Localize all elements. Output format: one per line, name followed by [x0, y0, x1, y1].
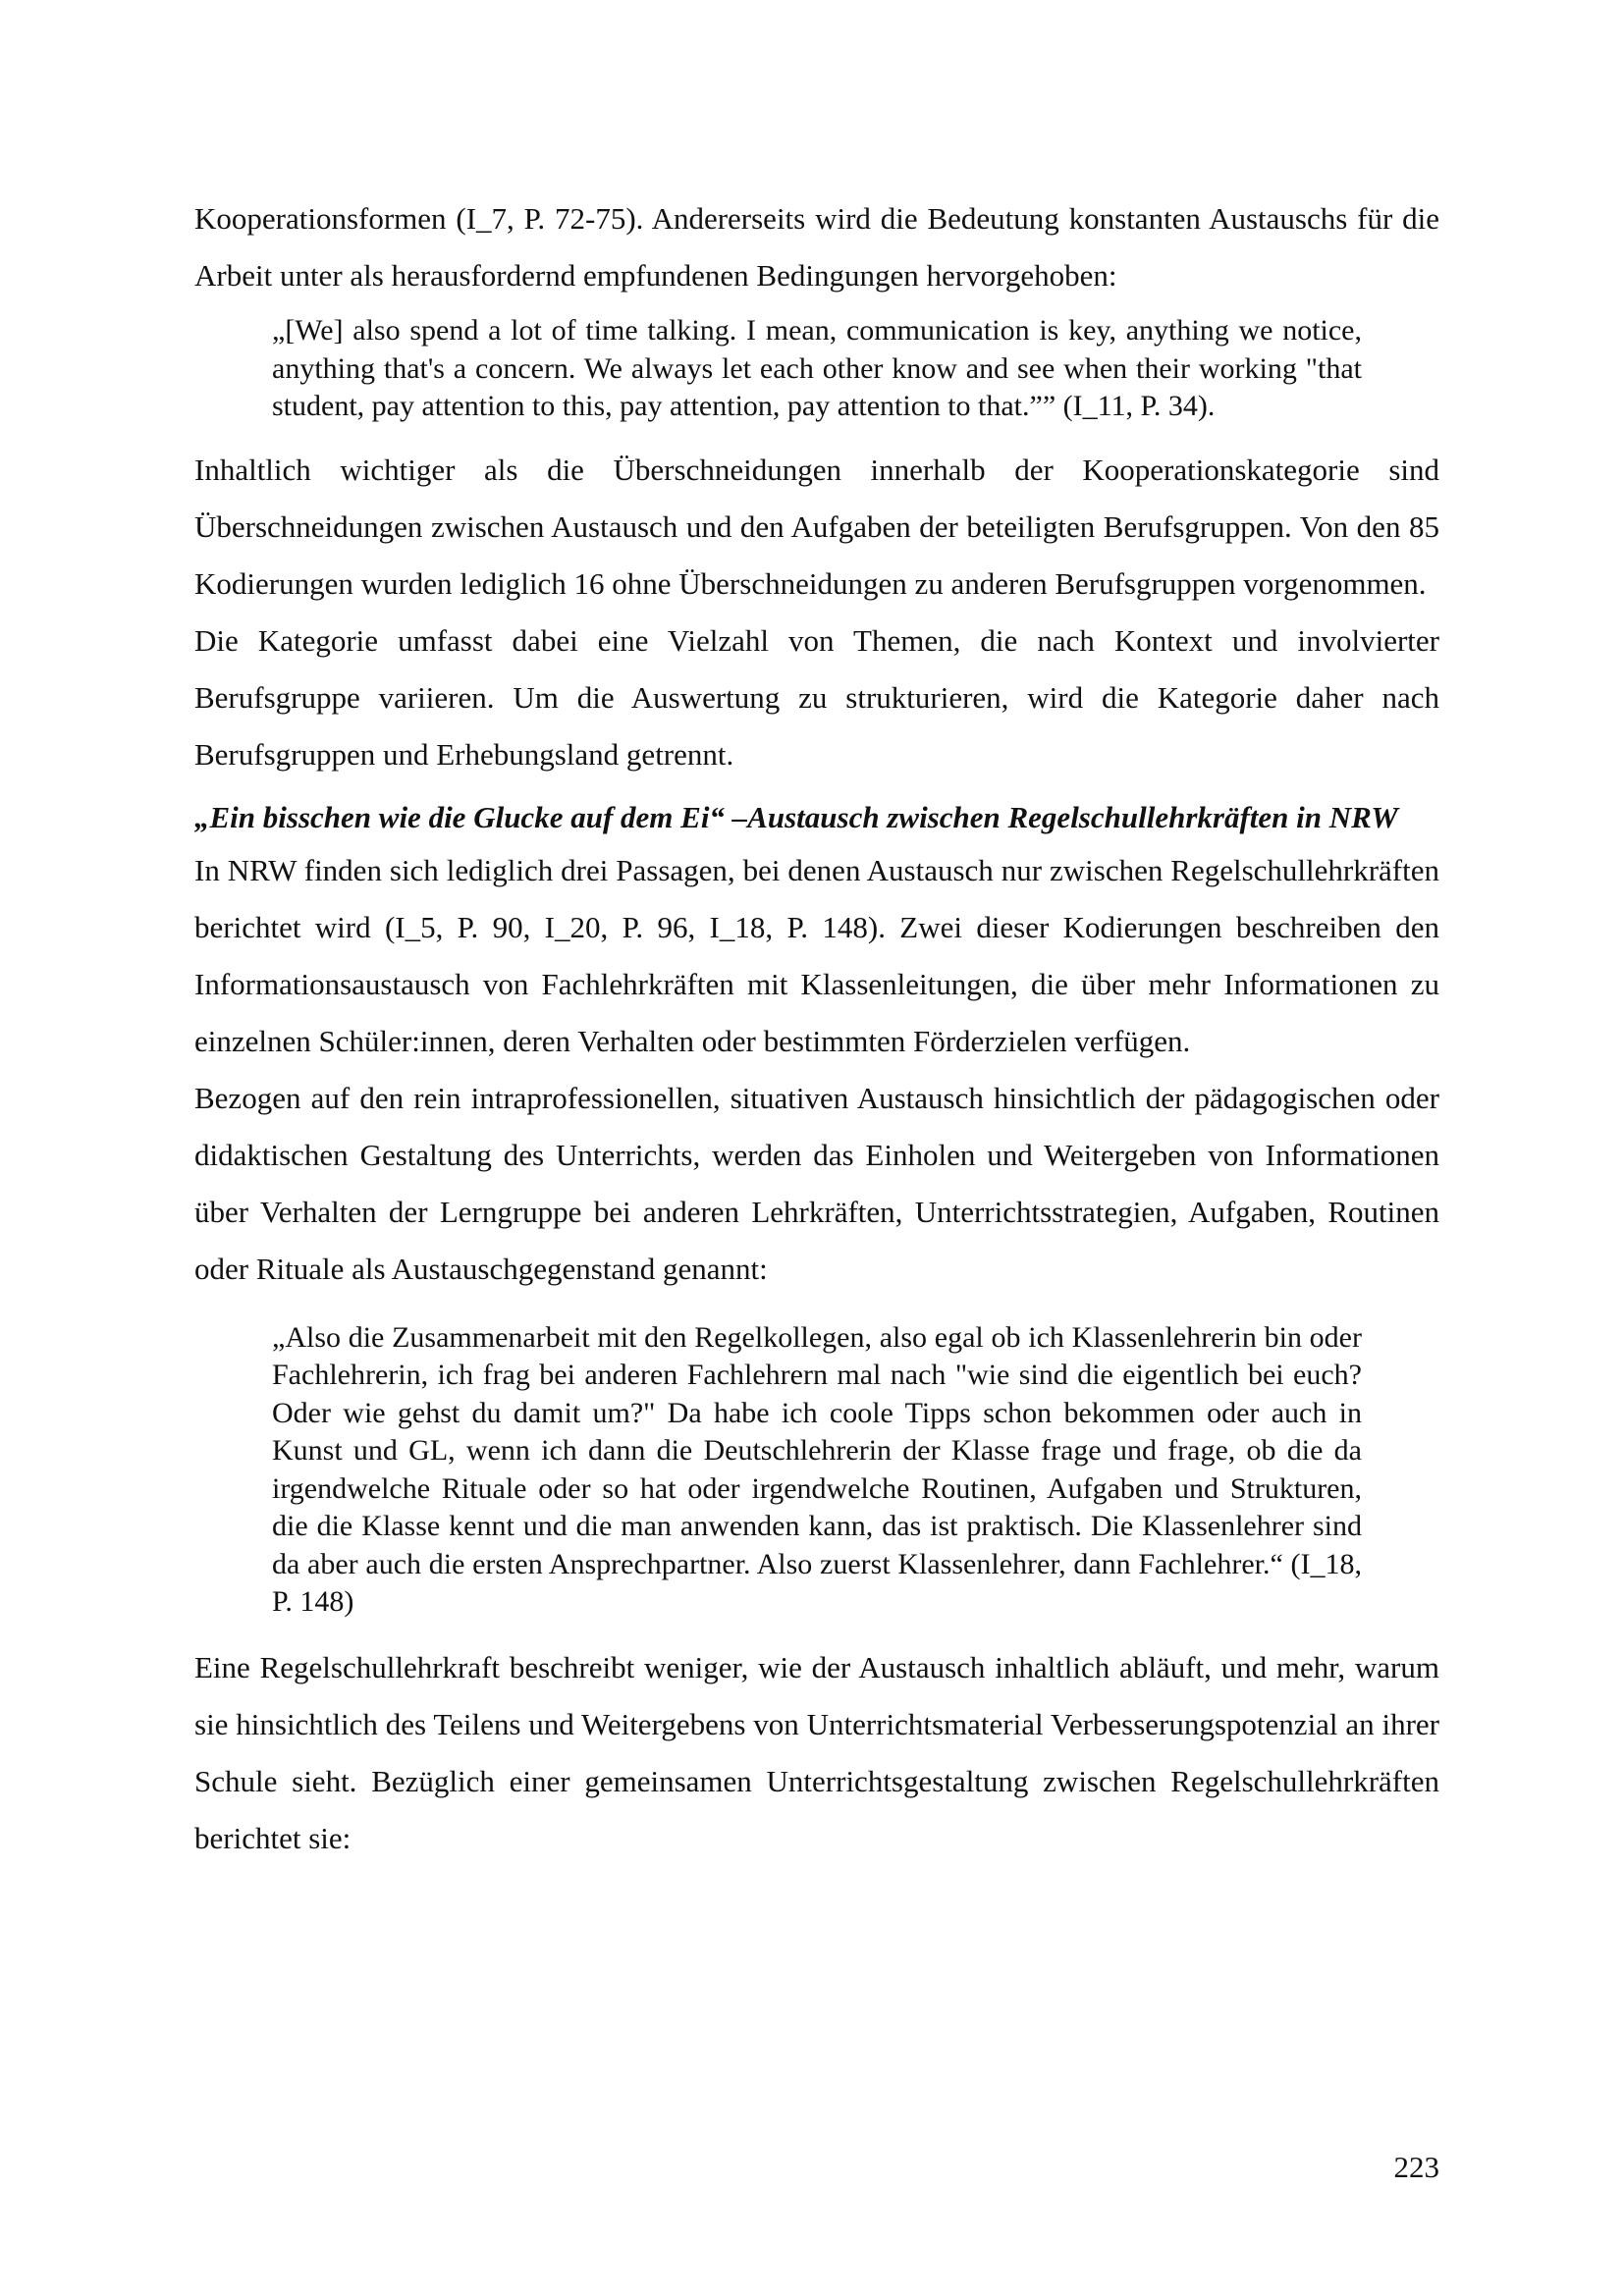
section-heading: „Ein bisschen wie die Glucke auf dem Ei“ –Austausch zwischen Regelschullehrkräften in NRW — [194, 799, 1398, 834]
paragraph-5: Bezogen auf den rein intraprofessionellen, situativen Austausch hinsichtlich der pädagogischen oder didaktischen Gestaltung des Unterrichts, werden das Einholen und Weitergeben von Informationen über Verhalten der Lerngruppe bei anderen Lehrkräften, Unterrichtsstrategien, Aufgaben, Routinen oder Rituale als Austauschgegenstand genannt: — [194, 1080, 1439, 1286]
paragraph-6: Eine Regelschullehrkraft beschreibt weniger, wie der Austausch inhaltlich abläuft, und mehr, warum sie hinsichtlich des Teilens und Weitergebens von Unterrichtsmaterial Verbesserungspotenzial an ihrer Schule sieht. Bezüglich einer gemeinsamen Unterrichtsgestaltung zwischen Regelschullehrkräften berichtet sie: — [194, 1649, 1439, 1855]
paragraph-2: Inhaltlich wichtiger als die Überschneidungen innerhalb der Kooperationskategorie sind Überschneidungen zwischen Austausch und den Aufgaben der beteiligten Berufsgruppen. Von den 85 Kodierungen wurden lediglich 16 ohne Überschneidungen zu anderen Berufsgruppen vorgenommen. — [194, 452, 1439, 601]
paragraph-1: Kooperationsformen (I_7, P. 72-75). Andererseits wird die Bedeutung konstanten Austauschs für die Arbeit unter als herausfordernd empfundenen Bedingungen hervorgehoben: — [194, 201, 1439, 293]
document-page — [194, 190, 1439, 1867]
block-quote-2: „Also die Zusammenarbeit mit den Regelkollegen, also egal ob ich Klassenlehrerin bin oder Fachlehrerin, ich frag bei anderen Fachlehrern mal nach "wie sind die eigentlich bei euch? Oder wie gehst du damit um?" Da habe ich coole Tipps schon bekommen oder auch in Kunst und GL, wenn ich dann die Deutschlehrerin der Klasse frage und frage, ob die da irgendwelche Rituale oder so hat oder irgendwelche Routinen, Aufgaben und Strukturen, die die Klasse kennt und die man anwenden kann, das ist praktisch. Die Klassenlehrer sind da aber auch die ersten Ansprechpartner. Also zuerst Klassenlehrer, dann Fachlehrer.“ (I_18, P. 148) — [272, 1320, 1362, 1618]
block-quote-1: „[We] also spend a lot of time talking. I mean, communication is key, anything we notice, anything that's a concern. We always let each other know and see when their working "that student, pay attention to this, pay attention, pay attention to that.”” (I_11, P. 34). — [272, 314, 1362, 422]
paragraph-4: In NRW finden sich lediglich drei Passagen, bei denen Austausch nur zwischen Regelschullehrkräften berichtet wird (I_5, P. 90, I_20, P. 96, I_18, P. 148). Zwei dieser Kodierungen beschreiben den Informationsaustausch von Fachlehrkräften mit Klassenleitungen, die über mehr Informationen zu einzelnen Schüler:innen, deren Verhalten oder bestimmten Förderzielen verfügen. — [194, 852, 1439, 1058]
page-number: 223 — [1393, 2150, 1439, 2184]
paragraph-3: Die Kategorie umfasst dabei eine Vielzahl von Themen, die nach Kontext und involvierter Berufsgruppe variieren. Um die Auswertung zu strukturieren, wird die Kategorie daher nach Berufsgruppen und Erhebungsland getrennt. — [194, 622, 1439, 772]
